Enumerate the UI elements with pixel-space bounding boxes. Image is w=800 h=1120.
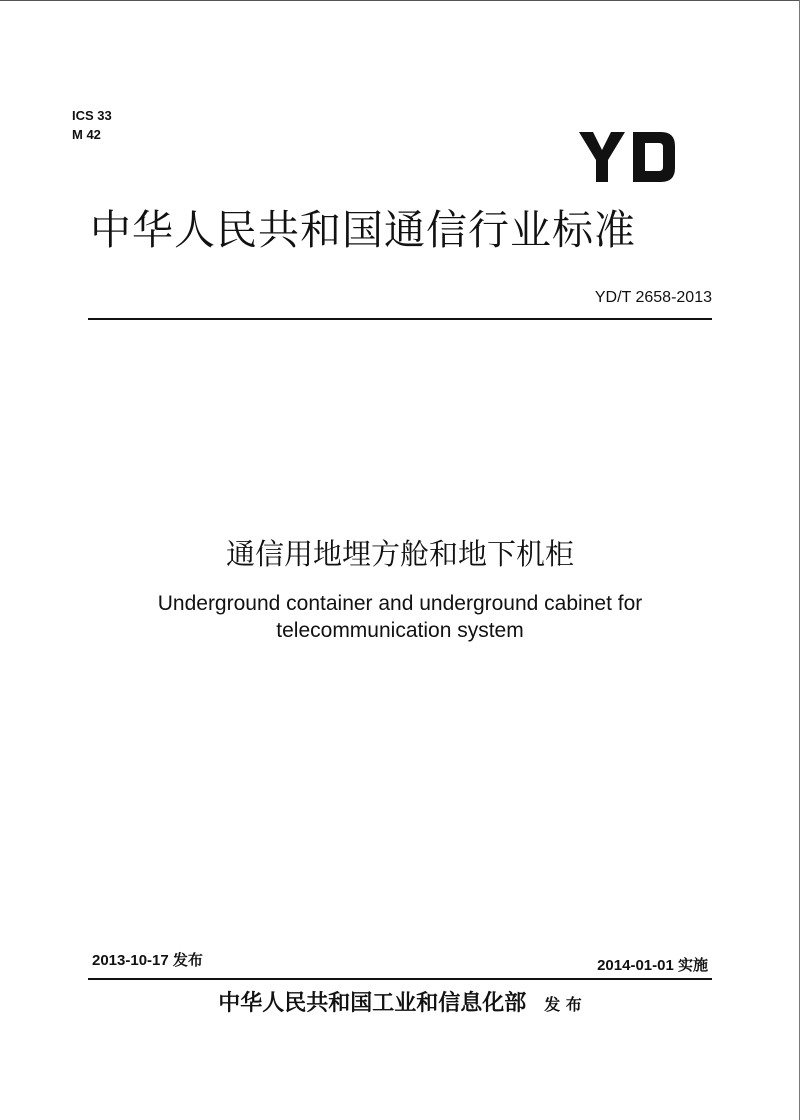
publisher-action: 发 布 bbox=[544, 995, 582, 1014]
yd-logo-graphic bbox=[577, 128, 677, 186]
document-title-english bbox=[0, 590, 800, 644]
issue-date: 2013-10-17 发布 bbox=[92, 952, 203, 969]
issuer-title: 中华人民共和国通信行业标准 bbox=[90, 206, 636, 254]
english-title-line-1: Underground container and underground cabinet for bbox=[157, 592, 643, 615]
document-title-chinese: 通信用地埋方舱和地下机柜 bbox=[225, 537, 574, 571]
page-edge-top bbox=[0, 0, 800, 1]
classification-codes bbox=[72, 106, 112, 144]
publisher-name: 中华人民共和国工业和信息化部 bbox=[218, 990, 527, 1016]
standard-number: YD/T 2658-2013 bbox=[594, 289, 712, 306]
yd-logo-icon bbox=[577, 128, 677, 186]
english-title-line-2: telecommunication system bbox=[276, 619, 524, 642]
footer-divider bbox=[88, 978, 712, 980]
publisher-line bbox=[0, 984, 800, 1024]
effective-date: 2014-01-01 实施 bbox=[597, 957, 708, 974]
ics-code: ICS 33 bbox=[72, 108, 112, 123]
header-divider bbox=[88, 318, 712, 320]
ccs-code: M 42 bbox=[72, 127, 101, 142]
